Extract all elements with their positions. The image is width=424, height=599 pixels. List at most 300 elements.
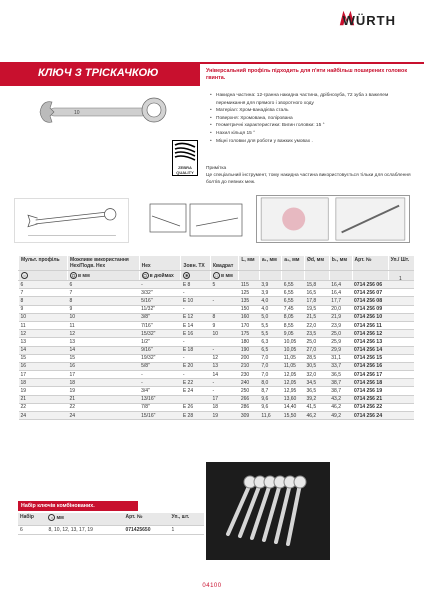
- qty-cell: [388, 297, 414, 305]
- qty-cell: [388, 362, 414, 370]
- article-number: [352, 354, 388, 362]
- table-cell: 4,0: [259, 305, 281, 313]
- table-cell: 31,1: [329, 354, 352, 362]
- table-cell: 3/8": [139, 313, 181, 321]
- table-cell: 38,7: [329, 379, 352, 387]
- article-suffix: 22: [376, 404, 383, 411]
- article-prefix: 0714 256: [354, 314, 377, 321]
- table-cell: 10: [210, 330, 238, 338]
- hex-unit: в мм: [77, 272, 90, 279]
- table-cell: 17: [19, 371, 68, 379]
- col-mult-profile: [19, 256, 68, 271]
- table-cell: 5,5: [259, 330, 281, 338]
- table-cell: 41,5: [304, 403, 329, 411]
- table-cell: 5/16": [139, 297, 181, 305]
- table-cell: 3/32": [139, 289, 181, 297]
- profile-icon: ○: [21, 272, 28, 279]
- qty-cell: [388, 412, 414, 420]
- table-cell: 8: [67, 297, 139, 305]
- table-row: [19, 338, 415, 346]
- table-cell: 19/32": [139, 354, 181, 362]
- table-row: [19, 313, 415, 321]
- table-cell: 22: [67, 403, 139, 411]
- col-hex-label: Нех/Подв. Нех: [69, 263, 106, 269]
- article-suffix: 07: [376, 289, 383, 296]
- article-number: [352, 289, 388, 297]
- table-cell: 36,5: [304, 387, 329, 395]
- qty-cell: [388, 321, 414, 329]
- table-cell: -: [181, 371, 211, 379]
- table-cell: 7,0: [259, 371, 281, 379]
- table-cell: 7,0: [259, 362, 281, 370]
- table-cell: E 20: [181, 362, 211, 370]
- qty-cell: [388, 379, 414, 387]
- set-profile-icon: ○: [48, 514, 55, 521]
- table-cell: 16,4: [329, 289, 352, 297]
- table-cell: 7: [19, 289, 68, 297]
- table-cell: E 14: [181, 321, 211, 329]
- table-cell: 11,05: [282, 354, 305, 362]
- zebra-label: ZEBRA QUALITY: [176, 165, 194, 175]
- article-prefix: 0714 256: [354, 371, 377, 378]
- article-prefix: 0714 256: [354, 297, 377, 304]
- article-number: [352, 330, 388, 338]
- table-cell: 15/32": [139, 330, 181, 338]
- col-a2: a₂, мм: [282, 256, 305, 271]
- set-cell: 071425650: [123, 525, 169, 534]
- table-row: [19, 412, 415, 420]
- set-cell: 8, 10, 12, 13, 17, 19: [46, 525, 123, 534]
- table-cell: 210: [239, 362, 259, 370]
- article-prefix: 0714 256: [354, 363, 377, 370]
- table-cell: 21: [19, 395, 68, 403]
- article-prefix: 0714 256: [354, 404, 377, 411]
- article-number: [352, 321, 388, 329]
- table-row: [19, 403, 415, 411]
- table-cell: 14,40: [282, 403, 305, 411]
- table-cell: 49,2: [329, 412, 352, 420]
- table-cell: 15: [67, 354, 139, 362]
- table-cell: 9: [19, 305, 68, 313]
- table-cell: 8,7: [259, 387, 281, 395]
- table-cell: 43,2: [329, 395, 352, 403]
- table-cell: E 18: [181, 346, 211, 354]
- table-cell: -: [181, 338, 211, 346]
- table-cell: [210, 289, 238, 297]
- table-cell: 16: [19, 362, 68, 370]
- note-text: Це спеціальний інструмент, тому накидна частина використовується тільки для ослаблення болтів до певних меж.: [206, 173, 411, 185]
- note-block: [206, 165, 411, 186]
- table-cell: 286: [239, 403, 259, 411]
- article-suffix: 15: [376, 355, 383, 362]
- qty-cell: [388, 387, 414, 395]
- table-cell: 5: [210, 281, 238, 289]
- article-suffix: 09: [376, 306, 383, 313]
- feature-list: [210, 92, 410, 145]
- table-cell: 16,4: [329, 281, 352, 289]
- table-cell: 6,3: [259, 338, 281, 346]
- table-cell: 115: [239, 281, 259, 289]
- table-cell: 1/2": [139, 338, 181, 346]
- col-b1: b₁, мм: [329, 256, 352, 271]
- set-table: [18, 513, 204, 535]
- table-cell: E 22: [181, 379, 211, 387]
- table-cell: 8,0: [259, 379, 281, 387]
- table-cell: 15: [19, 354, 68, 362]
- col-square-label: Квадрат: [212, 263, 234, 269]
- col-torx-label: Зовн. TX: [183, 263, 205, 269]
- table-cell: 10,05: [282, 346, 305, 354]
- article-number: [352, 346, 388, 354]
- qty-cell: [388, 371, 414, 379]
- table-cell: 15,50: [282, 412, 305, 420]
- article-prefix: 0714 256: [354, 338, 377, 345]
- table-row: [19, 371, 415, 379]
- table-cell: 6,55: [282, 281, 305, 289]
- article-suffix: 19: [376, 388, 383, 395]
- table-cell: 24: [19, 412, 68, 420]
- article-prefix: 0714 256: [354, 412, 377, 419]
- table-row: [19, 387, 415, 395]
- table-cell: 10: [19, 313, 68, 321]
- square-unit: в мм: [220, 272, 233, 279]
- table-cell: 9: [67, 305, 139, 313]
- table-cell: 27,0: [304, 346, 329, 354]
- table-cell: 12: [19, 330, 68, 338]
- table-cell: 135: [239, 297, 259, 305]
- article-suffix: 06: [376, 281, 383, 288]
- table-cell: 17: [67, 371, 139, 379]
- table-cell: 30,5: [304, 362, 329, 370]
- table-cell: [210, 305, 238, 313]
- table-cell: 25,0: [304, 338, 329, 346]
- inch-icon-cell: [139, 271, 181, 281]
- angle-drawing: [146, 196, 246, 243]
- table-cell: 7,45: [282, 305, 305, 313]
- table-cell: 12: [210, 354, 238, 362]
- table-cell: 17,8: [304, 297, 329, 305]
- inch-hex-icon: ⬡: [143, 273, 147, 278]
- table-cell: 33,7: [329, 362, 352, 370]
- table-cell: E 16: [181, 330, 211, 338]
- table-cell: 3,9: [259, 289, 281, 297]
- table-cell: 14: [19, 346, 68, 354]
- table-cell: -: [181, 289, 211, 297]
- feature-item: • Міцні головки для роботи у важких умовах .: [210, 138, 410, 146]
- table-cell: 28,5: [304, 354, 329, 362]
- qty-cell: [388, 289, 414, 297]
- table-cell: 13: [210, 362, 238, 370]
- article-suffix: 08: [376, 297, 383, 304]
- qty-value: 1: [399, 276, 402, 282]
- table-cell: 125: [239, 289, 259, 297]
- table-row: [19, 362, 415, 370]
- table-cell: 25,0: [329, 330, 352, 338]
- table-cell: -: [139, 379, 181, 387]
- table-cell: -: [181, 305, 211, 313]
- table-row: [19, 346, 415, 354]
- table-cell: 180: [239, 338, 259, 346]
- square-icon-cell: [210, 271, 238, 281]
- table-cell: 10,05: [282, 338, 305, 346]
- feature-item: • Поверхня: Хромована, полірована: [210, 115, 410, 123]
- article-number: [352, 338, 388, 346]
- table-cell: 18: [210, 403, 238, 411]
- table-cell: 19: [210, 412, 238, 420]
- article-suffix: 13: [376, 338, 383, 345]
- table-cell: 200: [239, 354, 259, 362]
- qty-cell: [388, 403, 414, 411]
- table-cell: 8,55: [282, 321, 305, 329]
- table-cell: 23,9: [329, 321, 352, 329]
- table-cell: 13: [67, 338, 139, 346]
- table-cell: 240: [239, 379, 259, 387]
- table-cell: 46,2: [304, 412, 329, 420]
- article-prefix: 0714 256: [354, 322, 377, 329]
- usage-illustration: [256, 195, 410, 243]
- table-cell: 25,9: [329, 338, 352, 346]
- table-cell: -: [139, 281, 181, 289]
- qty-cell: [388, 330, 414, 338]
- article-prefix: 0714 256: [354, 379, 377, 386]
- table-cell: 7/8": [139, 403, 181, 411]
- table-cell: 150: [239, 305, 259, 313]
- profile-icon-cell: [19, 271, 68, 281]
- col-d: Ød, мм: [304, 256, 329, 271]
- table-cell: 9,6: [259, 403, 281, 411]
- specs-table-body: [19, 281, 415, 420]
- table-cell: 11: [67, 321, 139, 329]
- table-cell: 3,9: [259, 281, 281, 289]
- table-cell: 24: [67, 412, 139, 420]
- table-cell: 16: [67, 362, 139, 370]
- article-prefix: 0714 256: [354, 330, 377, 337]
- table-cell: -: [139, 371, 181, 379]
- feature-item: • Накидна частина: 12-гранна накидна частина, дрібнозуба, 72 зуба з важелем перемикання для прямого і зворотного ходу: [210, 92, 410, 107]
- table-cell: 16,5: [304, 289, 329, 297]
- set-cell: 6: [18, 525, 46, 534]
- feature-item: • Матеріал: Хром-ванадієва сталь: [210, 107, 410, 115]
- table-cell: 32,0: [304, 371, 329, 379]
- table-cell: 6,55: [282, 289, 305, 297]
- table-row: [19, 330, 415, 338]
- table-cell: 170: [239, 321, 259, 329]
- article-number: [352, 403, 388, 411]
- wrench-image: [36, 92, 176, 132]
- torx-icon-cell: [181, 271, 211, 281]
- col-l: L, мм: [239, 256, 259, 271]
- table-cell: 8: [210, 313, 238, 321]
- table-cell: 21,9: [329, 313, 352, 321]
- table-cell: 20,0: [329, 305, 352, 313]
- table-cell: 11,6: [259, 412, 281, 420]
- table-cell: 230: [239, 371, 259, 379]
- col-torx: [181, 256, 211, 271]
- table-cell: 8,05: [282, 313, 305, 321]
- article-suffix: 14: [376, 347, 383, 354]
- article-prefix: 0714 256: [354, 396, 377, 403]
- set-mm-label: мм: [56, 514, 64, 521]
- table-cell: 18: [67, 379, 139, 387]
- col-a1: a₁, мм: [259, 256, 281, 271]
- table-cell: 160: [239, 313, 259, 321]
- table-row: [19, 297, 415, 305]
- table-cell: 14: [67, 346, 139, 354]
- article-number: [352, 371, 388, 379]
- table-cell: 29,9: [329, 346, 352, 354]
- table-cell: 13,60: [282, 395, 305, 403]
- table-cell: 6,5: [259, 346, 281, 354]
- table-cell: 190: [239, 346, 259, 354]
- table-cell: 266: [239, 395, 259, 403]
- table-cell: 14: [210, 371, 238, 379]
- inch-unit: в дюймах: [149, 272, 174, 279]
- table-cell: 6: [67, 281, 139, 289]
- table-cell: 5,0: [259, 313, 281, 321]
- table-cell: 17,7: [329, 297, 352, 305]
- table-cell: 23,5: [304, 330, 329, 338]
- qty-cell: [388, 395, 414, 403]
- article-number: [352, 395, 388, 403]
- zebra-quality-badge: [172, 140, 198, 176]
- hex-icon: ⬡: [71, 273, 76, 278]
- table-cell: -: [210, 387, 238, 395]
- table-cell: 8: [19, 297, 68, 305]
- set-col-qty: Уп., шт.: [170, 513, 204, 525]
- table-cell: 9,6: [259, 395, 281, 403]
- table-row: [19, 321, 415, 329]
- qty-cell: [388, 338, 414, 346]
- set-col-set: Набір: [18, 513, 46, 525]
- col-hex: [67, 256, 139, 271]
- table-cell: 5,5: [259, 321, 281, 329]
- table-cell: [181, 395, 211, 403]
- table-cell: 39,2: [304, 395, 329, 403]
- table-cell: 18: [19, 379, 68, 387]
- table-cell: E 24: [181, 387, 211, 395]
- table-row: [19, 354, 415, 362]
- table-cell: 22: [19, 403, 68, 411]
- table-cell: 7/16": [139, 321, 181, 329]
- table-cell: E 10: [181, 297, 211, 305]
- table-cell: 9: [210, 321, 238, 329]
- set-section-title: Набір ключів комбінованих.: [18, 501, 138, 511]
- article-suffix: 12: [376, 330, 383, 337]
- col-mult-label: Мульт. профіль: [21, 257, 60, 263]
- specs-table: [18, 256, 414, 420]
- page-number: 04100: [202, 583, 222, 589]
- table-cell: 5/8": [139, 362, 181, 370]
- table-row: [19, 379, 415, 387]
- table-cell: 9,05: [282, 330, 305, 338]
- col-qty: Уп./ Шт.: [388, 256, 414, 271]
- article-suffix: 10: [376, 314, 383, 321]
- article-prefix: 0714 256: [354, 388, 377, 395]
- set-col-mm: [46, 513, 123, 525]
- article-suffix: 24: [376, 412, 383, 419]
- article-number: [352, 387, 388, 395]
- brand-name: WÜRTH: [342, 13, 396, 28]
- table-cell: 309: [239, 412, 259, 420]
- set-col-art: Арт. №: [123, 513, 169, 525]
- table-cell: 9/16": [139, 346, 181, 354]
- wrench-set-photo: [206, 462, 330, 560]
- article-suffix: 18: [376, 379, 383, 386]
- table-cell: 12,05: [282, 371, 305, 379]
- feature-item: • Геометричні характеристики: Вигин головки: 15 °: [210, 122, 410, 130]
- table-cell: [210, 338, 238, 346]
- article-suffix: 16: [376, 363, 383, 370]
- table-cell: 13/16": [139, 395, 181, 403]
- article-number: [352, 412, 388, 420]
- article-number: [352, 305, 388, 313]
- table-cell: 13: [19, 338, 68, 346]
- usage-group-label: Можливе використання: [69, 257, 129, 263]
- table-cell: 21: [67, 395, 139, 403]
- square-icon: □: [213, 272, 220, 279]
- table-cell: 12: [67, 330, 139, 338]
- qty-cell: [388, 346, 414, 354]
- table-row: [19, 305, 415, 313]
- note-title: Примітка: [206, 166, 227, 171]
- table-cell: 11,05: [282, 362, 305, 370]
- dimension-drawing: [14, 198, 129, 243]
- table-cell: 250: [239, 387, 259, 395]
- qty-cell: [388, 313, 414, 321]
- table-cell: 21,5: [304, 313, 329, 321]
- col-hex2: [139, 256, 181, 271]
- table-cell: 7: [67, 289, 139, 297]
- table-cell: 7,0: [259, 354, 281, 362]
- table-cell: 46,2: [329, 403, 352, 411]
- article-number: [352, 313, 388, 321]
- article-number: [352, 281, 388, 289]
- torx-icon: ✻: [185, 273, 189, 278]
- table-cell: 19,5: [304, 305, 329, 313]
- table-cell: E 26: [181, 403, 211, 411]
- intro-text: Універсальний профіль підходить для п'яти найбільш поширених головок гвинта.: [206, 68, 408, 81]
- table-cell: -: [181, 354, 211, 362]
- table-cell: 11/32": [139, 305, 181, 313]
- table-cell: E 12: [181, 313, 211, 321]
- table-cell: 12,95: [282, 387, 305, 395]
- article-suffix: 11: [376, 322, 382, 329]
- col-square: [210, 256, 238, 271]
- table-cell: 36,5: [329, 371, 352, 379]
- article-suffix: 21: [376, 396, 383, 403]
- table-row: [19, 281, 415, 289]
- svg-text:10: 10: [74, 110, 80, 116]
- set-cell: 1: [170, 525, 204, 534]
- article-prefix: 0714 256: [354, 289, 377, 296]
- article-prefix: 0714 256: [354, 281, 377, 288]
- page-title: КЛЮЧ З ТРІСКАЧКОЮ: [0, 62, 200, 86]
- qty-cell: [388, 354, 414, 362]
- table-cell: 34,5: [304, 379, 329, 387]
- table-cell: 15,8: [304, 281, 329, 289]
- hex-icon-cell: [67, 271, 139, 281]
- col-art: Арт. №: [352, 256, 388, 271]
- table-cell: E 28: [181, 412, 211, 420]
- table-row: [19, 289, 415, 297]
- feature-item: • Нахил кільця 15 °: [210, 130, 410, 138]
- table-cell: 12,05: [282, 379, 305, 387]
- article-number: [352, 297, 388, 305]
- table-cell: 175: [239, 330, 259, 338]
- zebra-stripes-icon: [173, 141, 197, 163]
- article-number: [352, 379, 388, 387]
- article-prefix: 0714 256: [354, 347, 377, 354]
